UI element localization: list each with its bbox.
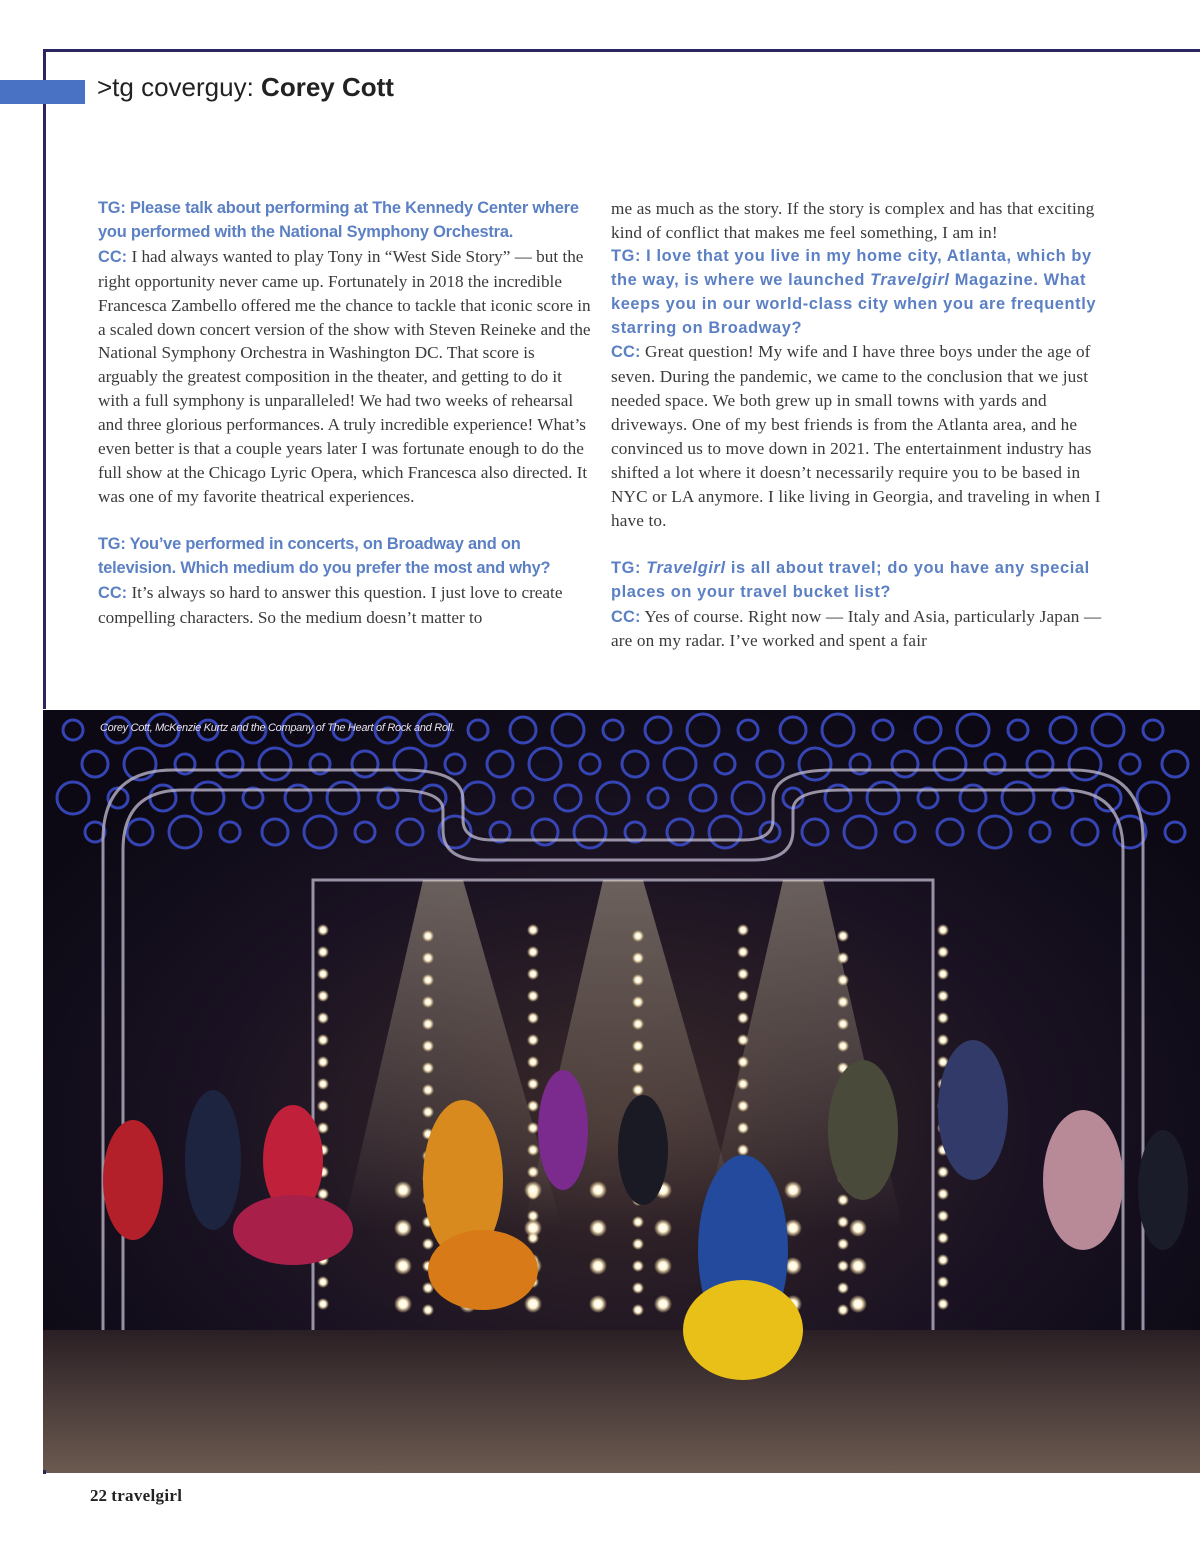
header-section-label: >tg coverguy: (97, 72, 262, 102)
answer-2-label: CC: (98, 583, 128, 602)
frame-top-rule (43, 49, 1200, 52)
page-header (97, 72, 394, 103)
answer-1 (98, 245, 593, 509)
answer-4-label: CC: (611, 607, 641, 626)
footer-brand: travelgirl (111, 1486, 183, 1505)
question-3-magazine-name: Travelgirl (870, 270, 950, 289)
section-tab-block (0, 80, 85, 104)
answer-3-label: CC: (611, 343, 641, 362)
answer-1-text: I had always wanted to play Tony in “West Side Story” — but the right opportunity never came up. Fortunately in 2018 the incredible Francesca Zambello offered me the chance to tackle that iconic score in a scaled down concert version of the show with Steven Reineke and the National Symphony Orchestra in Washington DC. That score is arguably the greatest composition in the theater, and getting to do it with a full symphony is unparalleled! We had two weeks of rehearsal and three glorious performances. A truly incredible experience! What’s even better is that a couple years later I was fortunate enough to do the full show at the Chicago Lyric Opera, which Francesca also directed. It was one of my favorite theatrical experiences. (98, 246, 591, 506)
question-3-part-1: TG: I love that you live in my home city, Atlanta, which by the way, is where we launched (611, 246, 1092, 289)
answer-2-text: It’s always so hard to answer this question. I just love to create compelling characters. So the medium doesn’t matter to (98, 582, 563, 627)
frame-left-rule (43, 49, 46, 709)
answer-4 (611, 605, 1111, 654)
question-2: TG: You’ve performed in concerts, on Broadway and on television. Which medium do you prefer the most and why? (98, 534, 551, 577)
photo-caption: Corey Cott, McKenzie Kurtz and the Company of The Heart of Rock and Roll. (100, 722, 455, 734)
question-3-part-2: Magazine. What keeps you in our world-class city when you are frequently starring on Broadway? (611, 270, 1097, 337)
left-text-column (98, 197, 593, 629)
answer-4-text: Yes of course. Right now — Italy and Asia, particularly Japan — are on my radar. I’ve worked and spent a fair (611, 606, 1102, 651)
answer-2 (98, 581, 593, 630)
header-cover-name: Corey Cott (261, 72, 394, 102)
stage-photo (43, 710, 1200, 1473)
question-3 (611, 245, 1111, 341)
frame-left-rule-bottom (43, 1470, 46, 1474)
page-footer (90, 1486, 182, 1506)
answer-3-text: Great question! My wife and I have three boys under the age of seven. During the pandemic, we came to the conclusion that we just needed space. We both grew up in small towns with yards and driveways. One of my best friends is from the Atlanta area, and he convinced us to move down in 2021. The entertainment industry has shifted a lot where it doesn’t necessarily require you to be based in NYC or LA anymore. I like living in Georgia, and traveling in when I have to. (611, 342, 1101, 530)
question-4 (611, 557, 1111, 605)
answer-1-label: CC: (98, 247, 128, 266)
answer-3 (611, 340, 1111, 532)
page-number: 22 (90, 1486, 107, 1505)
question-4-part-1: TG: (611, 558, 647, 577)
question-1: TG: Please talk about performing at The Kennedy Center where you performed with the National Symphony Orchestra. (98, 199, 579, 241)
stage-photo-illustration (43, 710, 1200, 1473)
right-text-column (611, 197, 1111, 653)
question-4-magazine-name: Travelgirl (646, 558, 726, 577)
answer-2-continued: me as much as the story. If the story is complex and has that exciting kind of conflict that makes me feel something, I am in! (611, 199, 1095, 242)
question-4-part-2: is all about travel; do you have any special places on your travel bucket list? (611, 558, 1090, 601)
